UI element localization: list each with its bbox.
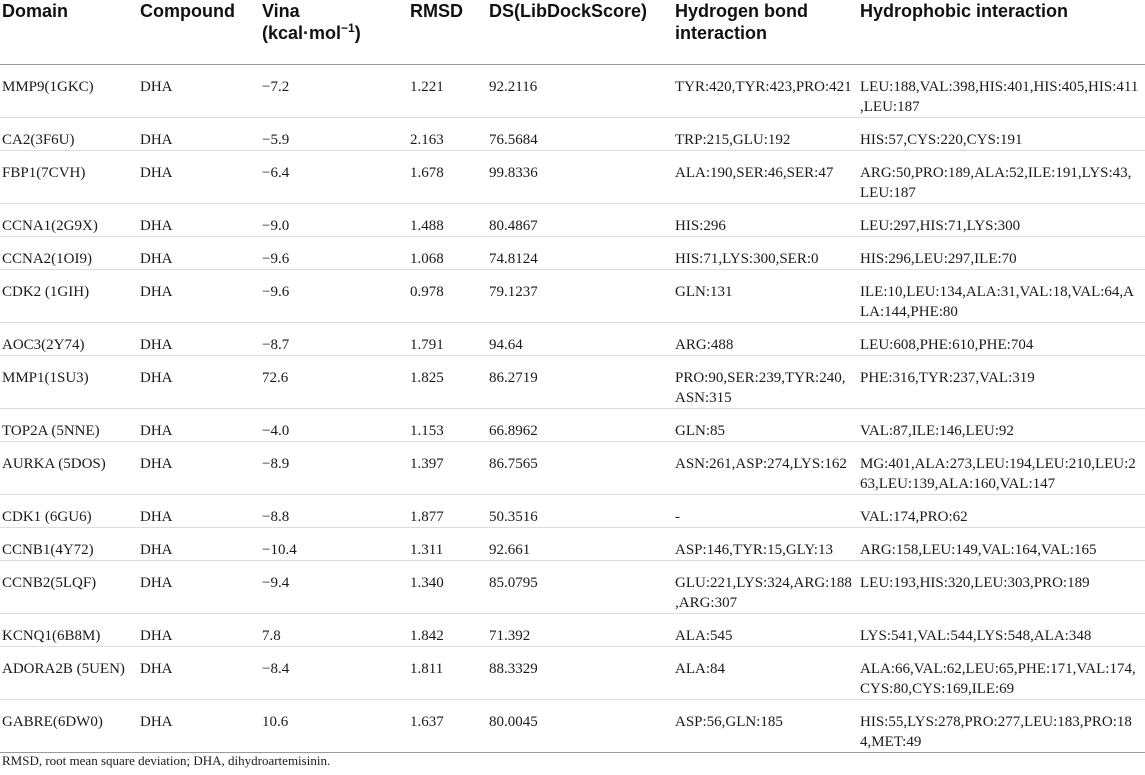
cell-rmsd: 1.678 (410, 150, 489, 203)
cell-hbond: ALA:190,SER:46,SER:47 (675, 150, 860, 203)
table-row (0, 117, 1145, 150)
table-row (0, 527, 1145, 560)
cell-domain: MMP1(1SU3) (0, 355, 140, 408)
header-vina (262, 0, 410, 64)
cell-rmsd: 1.637 (410, 699, 489, 752)
table-row (0, 322, 1145, 355)
cell-domain: KCNQ1(6B8M) (0, 613, 140, 646)
cell-rmsd: 1.842 (410, 613, 489, 646)
cell-domain: GABRE(6DW0) (0, 699, 140, 752)
cell-compound: DHA (140, 646, 262, 699)
cell-compound: DHA (140, 613, 262, 646)
cell-hbond: GLU:221,LYS:324,ARG:188,ARG:307 (675, 560, 860, 613)
cell-hydrophobic: VAL:174,PRO:62 (860, 494, 1145, 527)
cell-vina: −7.2 (262, 64, 410, 117)
cell-vina: −9.6 (262, 269, 410, 322)
cell-ds: 86.7565 (489, 441, 675, 494)
cell-vina: −9.0 (262, 203, 410, 236)
cell-ds: 80.4867 (489, 203, 675, 236)
cell-rmsd: 1.397 (410, 441, 489, 494)
cell-domain: AOC3(2Y74) (0, 322, 140, 355)
cell-vina: −8.7 (262, 322, 410, 355)
cell-hydrophobic: HIS:55,LYS:278,PRO:277,LEU:183,PRO:184,MET:49 (860, 699, 1145, 752)
cell-hbond: ASP:146,TYR:15,GLY:13 (675, 527, 860, 560)
header-hbond: Hydrogen bond interaction (675, 0, 860, 64)
cell-domain: CCNA2(1OI9) (0, 236, 140, 269)
cell-domain: CA2(3F6U) (0, 117, 140, 150)
cell-hbond: ALA:84 (675, 646, 860, 699)
cell-hydrophobic: LEU:608,PHE:610,PHE:704 (860, 322, 1145, 355)
header-rmsd: RMSD (410, 0, 489, 64)
cell-compound: DHA (140, 355, 262, 408)
table-row (0, 355, 1145, 408)
cell-compound: DHA (140, 117, 262, 150)
cell-hbond: GLN:131 (675, 269, 860, 322)
header-vina-unit-exponent: −1 (341, 21, 355, 35)
cell-ds: 74.8124 (489, 236, 675, 269)
header-vina-unit-post: ) (354, 23, 361, 43)
cell-hydrophobic: ILE:10,LEU:134,ALA:31,VAL:18,VAL:64,ALA:144,PHE:80 (860, 269, 1145, 322)
cell-hydrophobic: MG:401,ALA:273,LEU:194,LEU:210,LEU:263,LEU:139,ALA:160,VAL:147 (860, 441, 1145, 494)
cell-vina: −6.4 (262, 150, 410, 203)
cell-hydrophobic: LYS:541,VAL:544,LYS:548,ALA:348 (860, 613, 1145, 646)
header-hydrophobic: Hydrophobic interaction (860, 0, 1145, 64)
cell-compound: DHA (140, 560, 262, 613)
cell-ds: 92.661 (489, 527, 675, 560)
table-row (0, 441, 1145, 494)
cell-hbond: - (675, 494, 860, 527)
cell-rmsd: 1.221 (410, 64, 489, 117)
cell-vina: −4.0 (262, 408, 410, 441)
cell-ds: 88.3329 (489, 646, 675, 699)
cell-ds: 85.0795 (489, 560, 675, 613)
cell-compound: DHA (140, 527, 262, 560)
cell-hbond: HIS:296 (675, 203, 860, 236)
cell-vina: −9.6 (262, 236, 410, 269)
header-domain: Domain (0, 0, 140, 64)
cell-rmsd: 1.153 (410, 408, 489, 441)
cell-ds: 80.0045 (489, 699, 675, 752)
cell-rmsd: 1.791 (410, 322, 489, 355)
cell-compound: DHA (140, 150, 262, 203)
cell-ds: 92.2116 (489, 64, 675, 117)
table-row (0, 236, 1145, 269)
cell-hydrophobic: ARG:158,LEU:149,VAL:164,VAL:165 (860, 527, 1145, 560)
header-vina-unit-pre: (kcal·mol (262, 23, 342, 43)
cell-vina: 10.6 (262, 699, 410, 752)
cell-hbond: PRO:90,SER:239,TYR:240,ASN:315 (675, 355, 860, 408)
cell-hydrophobic: LEU:297,HIS:71,LYS:300 (860, 203, 1145, 236)
cell-vina: −9.4 (262, 560, 410, 613)
cell-hydrophobic: LEU:188,VAL:398,HIS:401,HIS:405,HIS:411,LEU:187 (860, 64, 1145, 117)
cell-rmsd: 1.340 (410, 560, 489, 613)
cell-domain: CCNB1(4Y72) (0, 527, 140, 560)
cell-hbond: GLN:85 (675, 408, 860, 441)
cell-rmsd: 2.163 (410, 117, 489, 150)
cell-ds: 66.8962 (489, 408, 675, 441)
cell-ds: 94.64 (489, 322, 675, 355)
cell-ds: 71.392 (489, 613, 675, 646)
cell-hbond: TRP:215,GLU:192 (675, 117, 860, 150)
cell-ds: 99.8336 (489, 150, 675, 203)
cell-ds: 79.1237 (489, 269, 675, 322)
cell-vina: −8.4 (262, 646, 410, 699)
table-body (0, 64, 1145, 752)
table-footnote: RMSD, root mean square deviation; DHA, dihydroartemisinin. (2, 753, 331, 768)
cell-compound: DHA (140, 203, 262, 236)
cell-hbond: ALA:545 (675, 613, 860, 646)
cell-hydrophobic: ALA:66,VAL:62,LEU:65,PHE:171,VAL:174,CYS:80,CYS:169,ILE:69 (860, 646, 1145, 699)
cell-hydrophobic: LEU:193,HIS:320,LEU:303,PRO:189 (860, 560, 1145, 613)
table-row (0, 408, 1145, 441)
table-row (0, 494, 1145, 527)
cell-ds: 76.5684 (489, 117, 675, 150)
cell-domain: MMP9(1GKC) (0, 64, 140, 117)
cell-hydrophobic: HIS:57,CYS:220,CYS:191 (860, 117, 1145, 150)
table-row (0, 203, 1145, 236)
cell-domain: FBP1(7CVH) (0, 150, 140, 203)
cell-rmsd: 0.978 (410, 269, 489, 322)
table-row (0, 560, 1145, 613)
cell-compound: DHA (140, 64, 262, 117)
cell-compound: DHA (140, 322, 262, 355)
cell-compound: DHA (140, 441, 262, 494)
cell-compound: DHA (140, 699, 262, 752)
cell-domain: CDK1 (6GU6) (0, 494, 140, 527)
cell-compound: DHA (140, 236, 262, 269)
header-vina-line1: Vina (262, 1, 300, 21)
table-row (0, 269, 1145, 322)
cell-domain: AURKA (5DOS) (0, 441, 140, 494)
cell-compound: DHA (140, 269, 262, 322)
cell-rmsd: 1.811 (410, 646, 489, 699)
cell-vina: −5.9 (262, 117, 410, 150)
cell-vina: 7.8 (262, 613, 410, 646)
cell-ds: 86.2719 (489, 355, 675, 408)
cell-domain: CCNA1(2G9X) (0, 203, 140, 236)
table-row (0, 613, 1145, 646)
table-row (0, 699, 1145, 752)
cell-vina: −8.9 (262, 441, 410, 494)
cell-hydrophobic: HIS:296,LEU:297,ILE:70 (860, 236, 1145, 269)
cell-hydrophobic: VAL:87,ILE:146,LEU:92 (860, 408, 1145, 441)
cell-domain: TOP2A (5NNE) (0, 408, 140, 441)
cell-hydrophobic: PHE:316,TYR:237,VAL:319 (860, 355, 1145, 408)
cell-hbond: ASP:56,GLN:185 (675, 699, 860, 752)
cell-vina: −10.4 (262, 527, 410, 560)
cell-domain: CDK2 (1GIH) (0, 269, 140, 322)
table-header (0, 0, 1145, 64)
cell-vina: −8.8 (262, 494, 410, 527)
cell-hbond: HIS:71,LYS:300,SER:0 (675, 236, 860, 269)
cell-hbond: TYR:420,TYR:423,PRO:421 (675, 64, 860, 117)
cell-hbond: ARG:488 (675, 322, 860, 355)
cell-domain: CCNB2(5LQF) (0, 560, 140, 613)
header-compound: Compound (140, 0, 262, 64)
cell-hbond: ASN:261,ASP:274,LYS:162 (675, 441, 860, 494)
header-row (0, 0, 1145, 64)
cell-rmsd: 1.825 (410, 355, 489, 408)
table-row (0, 646, 1145, 699)
cell-compound: DHA (140, 408, 262, 441)
cell-rmsd: 1.311 (410, 527, 489, 560)
header-ds: DS(LibDockScore) (489, 0, 675, 64)
cell-rmsd: 1.877 (410, 494, 489, 527)
cell-vina: 72.6 (262, 355, 410, 408)
cell-rmsd: 1.488 (410, 203, 489, 236)
cell-hydrophobic: ARG:50,PRO:189,ALA:52,ILE:191,LYS:43,LEU:187 (860, 150, 1145, 203)
cell-domain: ADORA2B (5UEN) (0, 646, 140, 699)
table-row (0, 64, 1145, 117)
table-row (0, 150, 1145, 203)
cell-compound: DHA (140, 494, 262, 527)
cell-rmsd: 1.068 (410, 236, 489, 269)
cell-ds: 50.3516 (489, 494, 675, 527)
